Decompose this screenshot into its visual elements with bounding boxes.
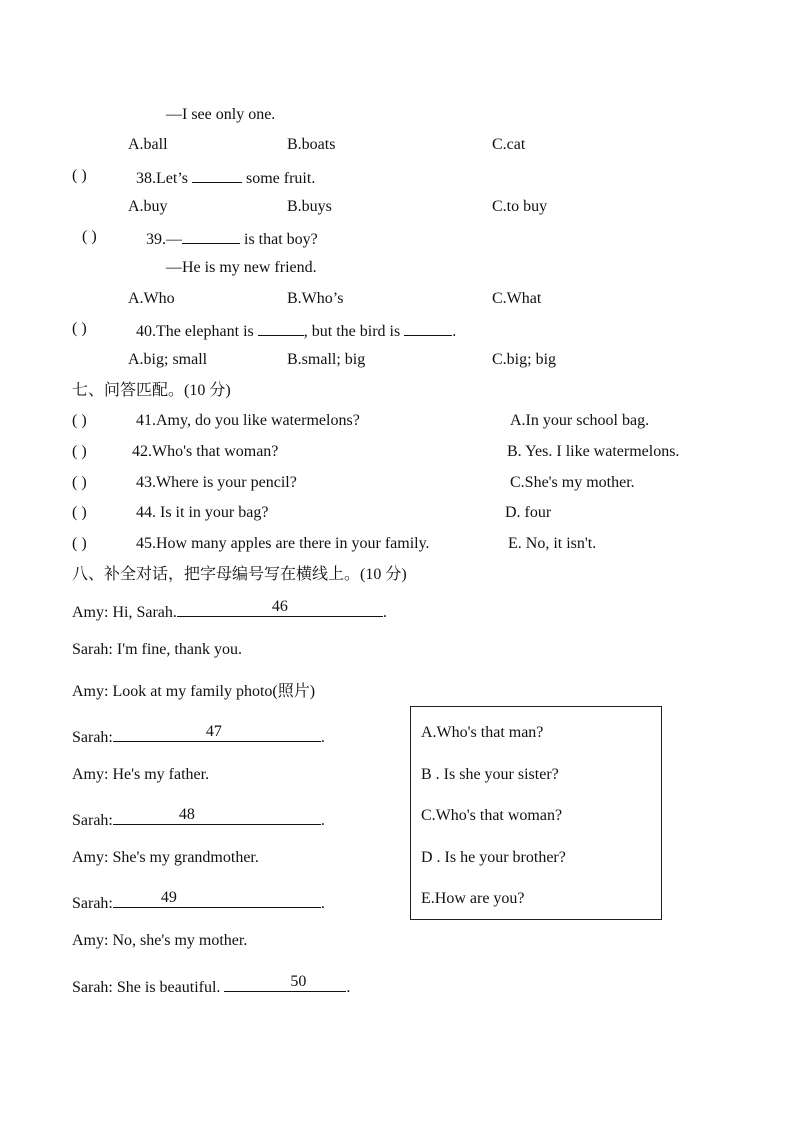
dialogue-text: Sarah: <box>72 812 113 829</box>
q40-option-a: A.big; small <box>128 351 208 368</box>
q40-paren[interactable]: ( ) <box>72 320 87 337</box>
dialogue-options-box <box>410 706 662 920</box>
q38-option-a: A.buy <box>128 198 168 215</box>
q37-answer-line: —I see only one. <box>166 106 276 123</box>
dialogue-option-c: C.Who's that woman? <box>421 807 563 824</box>
q38-blank[interactable] <box>192 166 242 183</box>
q39-option-a: A.Who <box>128 290 175 307</box>
dialogue-text: Sarah: <box>72 729 113 746</box>
blank-number: 47 <box>205 723 222 740</box>
dialogue-line: Amy: He's my father. <box>72 766 210 783</box>
q41-paren[interactable]: ( ) <box>72 412 87 429</box>
dialogue-option-d: D . Is he your brother? <box>421 849 566 866</box>
blank-number: 46 <box>271 598 288 615</box>
dialogue-line-46 <box>72 598 387 623</box>
dialogue-line: Amy: Look at my family photo(照片) <box>72 683 316 700</box>
q40-option-c: C.big; big <box>492 351 557 368</box>
q42-text: 42.Who's that woman? <box>132 443 279 460</box>
q45-text: 45.How many apples are there in your family. <box>136 535 430 552</box>
q39-paren[interactable]: ( ) <box>82 228 97 245</box>
q41-text: 41.Amy, do you like watermelons? <box>136 412 360 429</box>
dialogue-end: . <box>320 895 325 912</box>
dialogue-option-e: E.How are you? <box>421 890 525 907</box>
dialogue-end: . <box>346 979 351 996</box>
dialogue-option-a: A.Who's that man? <box>421 724 544 741</box>
match-option-d: D. four <box>505 504 552 521</box>
q42-paren[interactable]: ( ) <box>72 443 87 460</box>
dialogue-text: Sarah: <box>72 895 113 912</box>
dialogue-option-b: B . Is she your sister? <box>421 766 559 783</box>
match-option-b: B. Yes. I like watermelons. <box>507 443 680 460</box>
q38-text-after: some fruit. <box>246 170 316 187</box>
match-option-e: E. No, it isn't. <box>508 535 597 552</box>
q40-blank-1[interactable] <box>258 319 304 336</box>
blank-number: 49 <box>160 889 177 906</box>
q37-option-a: A.ball <box>128 136 168 153</box>
q39-option-c: C.What <box>492 290 542 307</box>
section7-heading: 七、问答匹配。(10 分) <box>72 382 231 399</box>
q37-option-b: B.boats <box>287 136 336 153</box>
q38-text-before: 38.Let’s <box>136 170 188 187</box>
q38-option-b: B.buys <box>287 198 332 215</box>
q43-text: 43.Where is your pencil? <box>136 474 297 491</box>
q45-paren[interactable]: ( ) <box>72 535 87 552</box>
q39-option-b: B.Who’s <box>287 290 344 307</box>
answer-blank-48[interactable] <box>113 806 321 825</box>
match-option-a: A.In your school bag. <box>510 412 650 429</box>
q39-blank[interactable] <box>182 227 240 244</box>
q39-text-before: 39.— <box>146 231 182 248</box>
dialogue-text: Sarah: She is beautiful. <box>72 979 221 996</box>
q44-text: 44. Is it in your bag? <box>136 504 269 521</box>
dialogue-line-48 <box>72 806 325 831</box>
q44-paren[interactable]: ( ) <box>72 504 87 521</box>
dialogue-line: Sarah: I'm fine, thank you. <box>72 641 242 658</box>
blank-number: 48 <box>178 806 195 823</box>
answer-blank-46[interactable] <box>177 598 383 617</box>
dialogue-line-47 <box>72 723 325 748</box>
q43-paren[interactable]: ( ) <box>72 474 87 491</box>
q38-paren[interactable]: ( ) <box>72 167 87 184</box>
q39-text-after: is that boy? <box>244 231 318 248</box>
dialogue-line-50 <box>72 973 350 998</box>
q40-option-b: B.small; big <box>287 351 366 368</box>
q39-question <box>146 227 318 250</box>
dialogue-line: Amy: She's my grandmother. <box>72 849 259 866</box>
blank-number: 50 <box>290 973 307 990</box>
q38-question <box>136 166 315 189</box>
dialogue-end: . <box>382 604 387 621</box>
q37-option-c: C.cat <box>492 136 526 153</box>
q40-text-after: . <box>452 323 457 340</box>
dialogue-end: . <box>320 812 325 829</box>
q40-question <box>136 319 456 342</box>
dialogue-line-49 <box>72 889 325 914</box>
q38-option-c: C.to buy <box>492 198 548 215</box>
dialogue-text: Amy: Hi, Sarah. <box>72 604 177 621</box>
match-option-c: C.She's my mother. <box>510 474 635 491</box>
answer-blank-49[interactable] <box>113 889 321 908</box>
dialogue-line: Amy: No, she's my mother. <box>72 932 248 949</box>
q39-answer-line: —He is my new friend. <box>166 259 317 276</box>
answer-blank-50[interactable] <box>224 973 346 992</box>
q40-blank-2[interactable] <box>404 319 452 336</box>
answer-blank-47[interactable] <box>113 723 321 742</box>
q40-text-middle: , but the bird is <box>303 323 401 340</box>
q40-text-before: 40.The elephant is <box>136 323 254 340</box>
section8-heading: 八、补全对话，把字母编号写在横线上。(10 分) <box>72 566 407 583</box>
dialogue-end: . <box>320 729 325 746</box>
